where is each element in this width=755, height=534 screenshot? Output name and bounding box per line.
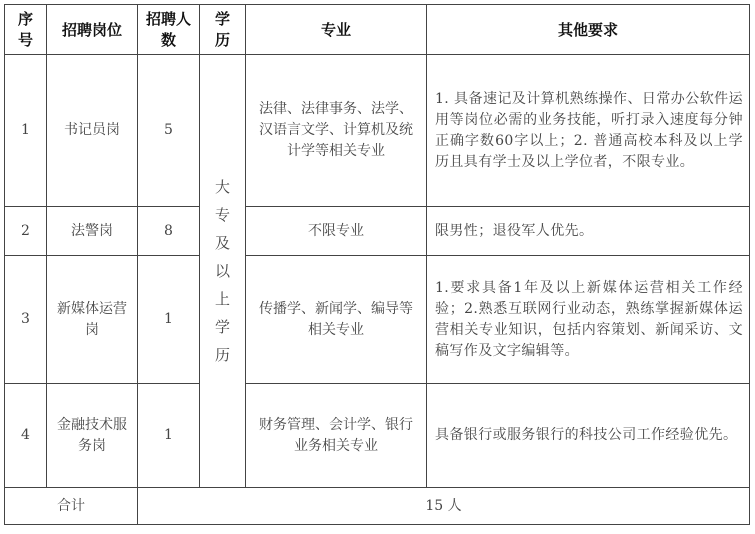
header-major: 专业 bbox=[246, 5, 427, 55]
education-char: 大 bbox=[214, 178, 230, 196]
header-count: 招聘人数 bbox=[138, 5, 200, 55]
education-char: 历 bbox=[214, 346, 230, 364]
row-major: 不限专业 bbox=[246, 207, 427, 256]
row-major: 法律、法律事务、法学、汉语言文学、计算机及统计学等相关专业 bbox=[246, 55, 427, 207]
total-row bbox=[5, 488, 750, 525]
row-position: 金融技术服务岗 bbox=[47, 384, 138, 488]
recruitment-table bbox=[4, 4, 750, 525]
header-index: 序号 bbox=[5, 5, 47, 55]
row-count: 1 bbox=[138, 384, 200, 488]
row-other: 具备银行或服务银行的科技公司工作经验优先。 bbox=[427, 384, 750, 488]
row-count: 1 bbox=[138, 256, 200, 384]
row-index: 4 bbox=[5, 384, 47, 488]
table-row bbox=[5, 256, 750, 384]
table-row bbox=[5, 384, 750, 488]
row-count: 8 bbox=[138, 207, 200, 256]
row-other: 限男性；退役军人优先。 bbox=[427, 207, 750, 256]
table-row bbox=[5, 207, 750, 256]
row-count: 5 bbox=[138, 55, 200, 207]
row-position: 书记员岗 bbox=[47, 55, 138, 207]
table-row bbox=[5, 55, 750, 207]
education-cell bbox=[200, 55, 246, 488]
education-char: 及 bbox=[214, 234, 230, 252]
education-char: 以 bbox=[214, 262, 230, 280]
row-other: 1.要求具备1年及以上新媒体运营相关工作经验；2.熟悉互联网行业动态，熟练掌握新媒体运营相关专业知识，包括内容策划、新闻采访、文稿写作及文字编辑等。 bbox=[427, 256, 750, 384]
row-major: 财务管理、会计学、银行业务相关专业 bbox=[246, 384, 427, 488]
total-value: 15 人 bbox=[138, 488, 750, 525]
header-education: 学历 bbox=[200, 5, 246, 55]
header-row bbox=[5, 5, 750, 55]
header-other: 其他要求 bbox=[427, 5, 750, 55]
row-index: 2 bbox=[5, 207, 47, 256]
row-major: 传播学、新闻学、编导等相关专业 bbox=[246, 256, 427, 384]
row-position: 法警岗 bbox=[47, 207, 138, 256]
education-char: 学 bbox=[214, 318, 230, 336]
row-index: 1 bbox=[5, 55, 47, 207]
total-label: 合计 bbox=[5, 488, 138, 525]
row-other: 1. 具备速记及计算机熟练操作、日常办公软件运用等岗位必需的业务技能，听打录入速度每分钟正确字数60字以上；2. 普通高校本科及以上学历且具有学士及以上学位者，不限专业。 bbox=[427, 55, 750, 207]
row-position: 新媒体运营岗 bbox=[47, 256, 138, 384]
education-char: 上 bbox=[214, 290, 230, 308]
education-vertical-text bbox=[200, 173, 245, 369]
header-position: 招聘岗位 bbox=[47, 5, 138, 55]
education-char: 专 bbox=[214, 206, 230, 224]
row-index: 3 bbox=[5, 256, 47, 384]
